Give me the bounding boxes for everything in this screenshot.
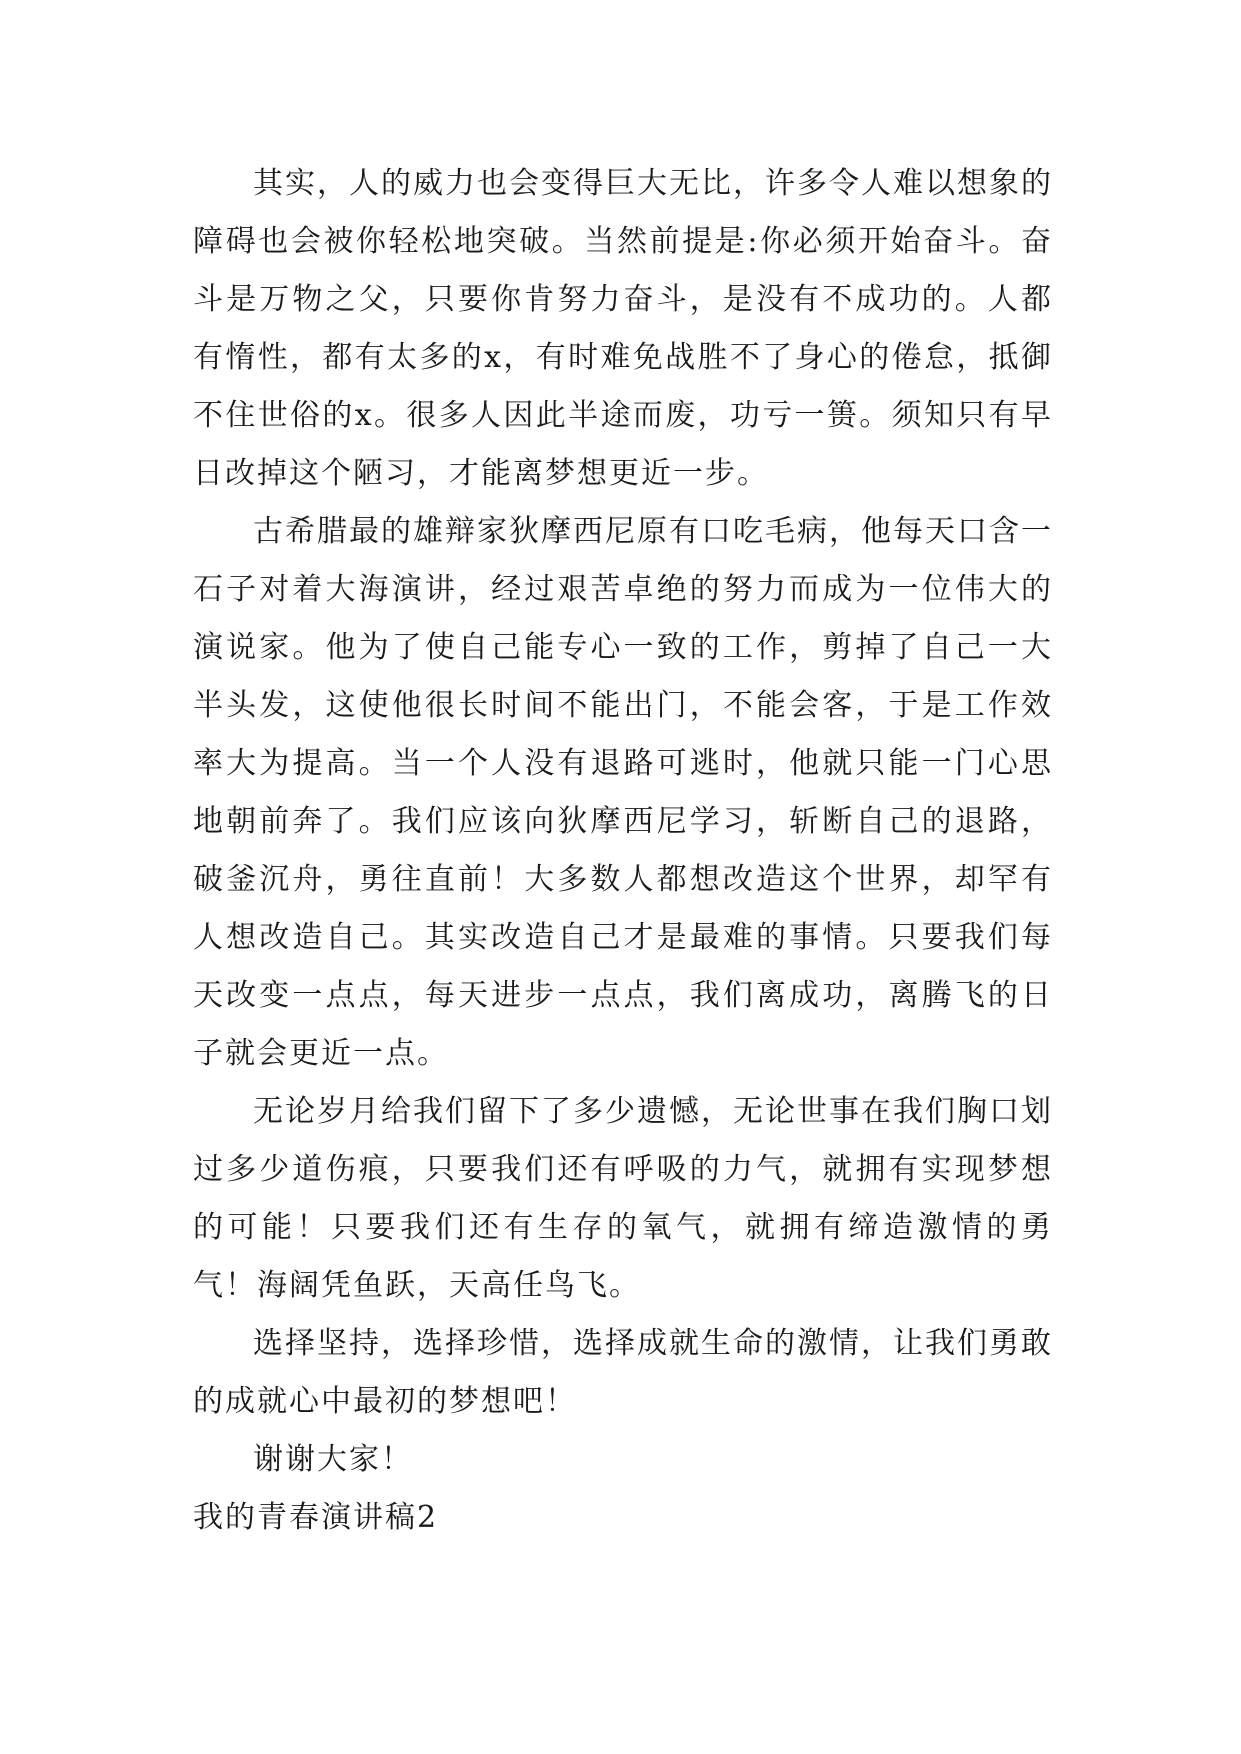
paragraph-demosthenes: 古希腊最的雄辩家狄摩西尼原有口吃毛病，他每天口含一石子对着大海演讲，经过艰苦卓绝的努力而成为一位伟大的演说家。他为了使自己能专心一致的工作，剪掉了自己一大半头发，这使他很长时间不能出门，不能会客，于是工作效率大为提高。当一个人没有退路可逃时，他就只能一门心思地朝前奔了。我们应该向狄摩西尼学习，斩断自己的退路，破釜沉舟，勇往直前！大多数人都想改造这个世界，却罕有人想改造自己。其实改造自己才是最难的事情。只要我们每天改变一点点，每天进步一点点，我们离成功，离腾飞的日子就会更近一点。 bbox=[193, 514, 1053, 1071]
paragraph-thanks: 谢谢大家！ bbox=[253, 1442, 413, 1477]
document-body bbox=[193, 155, 1053, 1547]
paragraph-willpower: 其实，人的威力也会变得巨大无比，许多令人难以想象的障碍也会被你轻松地突破。当然前提是:你必须开始奋斗。奋斗是万物之父，只要你肯努力奋斗，是没有不成功的。人都有惰性，都有太多的x，有时难免战胜不了身心的倦怠，抵御不住世俗的x。很多人因此半途而废，功亏一篑。须知只有早日改掉这个陋习，才能离梦想更近一步。 bbox=[193, 166, 1053, 491]
next-speech-title: 我的青春演讲稿2 bbox=[193, 1500, 439, 1535]
paragraph-dreams: 无论岁月给我们留下了多少遗憾，无论世事在我们胸口划过多少道伤痕，只要我们还有呼吸的力气，就拥有实现梦想的可能！只要我们还有生存的氧气，就拥有缔造激情的勇气！海阔凭鱼跃，天高任鸟飞。 bbox=[193, 1094, 1053, 1303]
paragraph-choose: 选择坚持，选择珍惜，选择成就生命的激情，让我们勇敢的成就心中最初的梦想吧！ bbox=[193, 1326, 1053, 1419]
